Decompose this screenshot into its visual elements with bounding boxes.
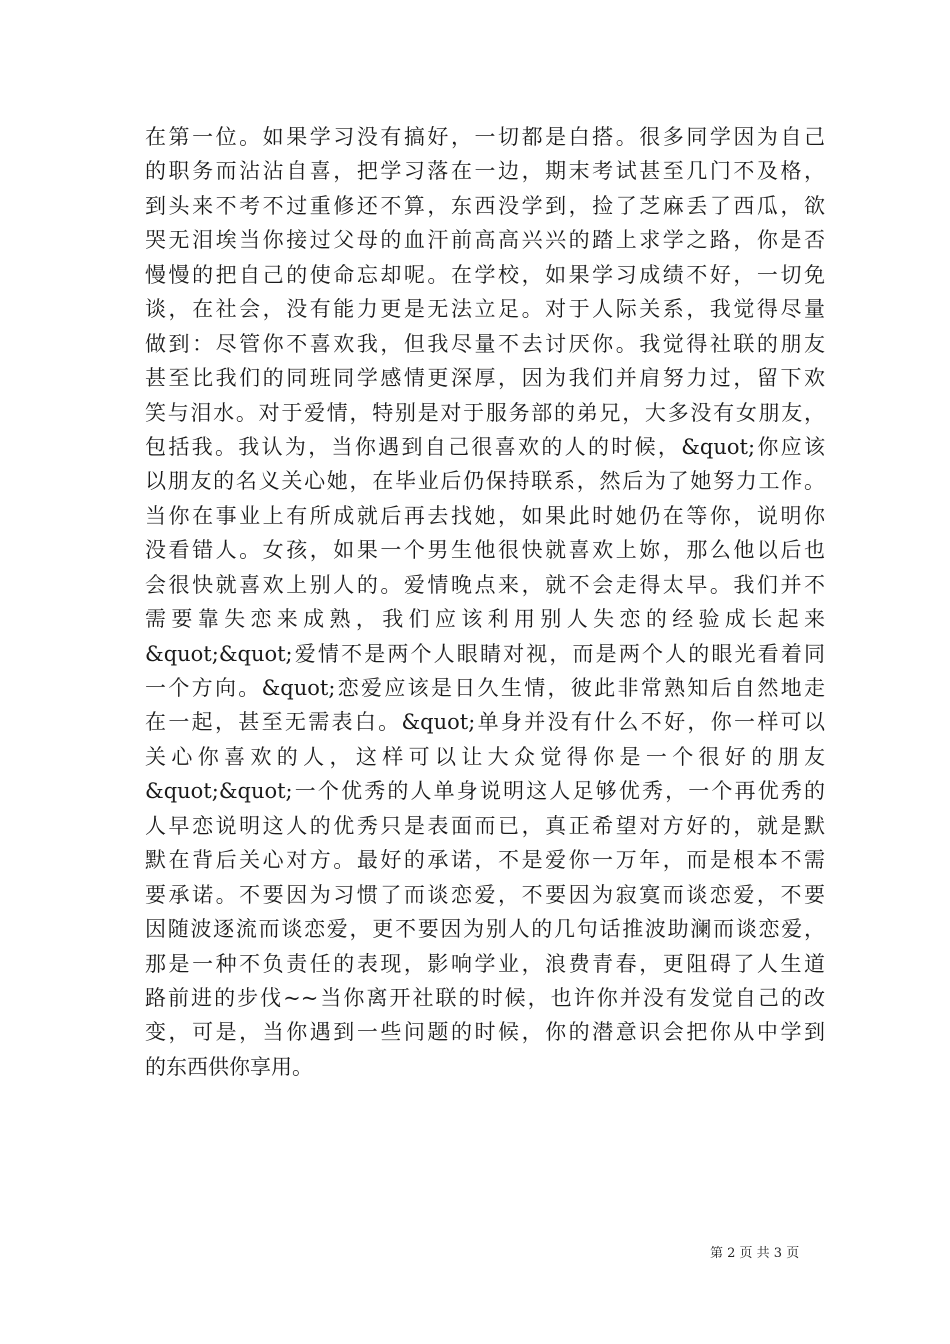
text-line: 一个方向。&quot;恋爱应该是日久生情，彼此非常熟知后自然地走 [145, 676, 825, 700]
text-line: 在一起，甚至无需表白。&quot;单身并没有什么不好，你一样可以 [145, 710, 825, 735]
text-line: 因随波逐流而谈恋爱，更不要因为别人的几句话推波助澜而谈恋爱， [145, 917, 825, 942]
text-line: 默在背后关心对方。最好的承诺，不是爱你一万年，而是根本不需 [145, 848, 825, 873]
text-line: 的职务而沾沾自喜，把学习落在一边，期末考试甚至几门不及格， [145, 159, 825, 184]
text-line: 人早恋说明这人的优秀只是表面而已，真正希望对方好的，就是默 [145, 813, 825, 838]
text-line: &quot;&quot;一个优秀的人单身说明这人足够优秀，一个再优秀的 [145, 779, 825, 804]
text-line: 做到：尽管你不喜欢我，但我尽量不去讨厌你。我觉得社联的朋友 [145, 331, 825, 356]
text-line: 要承诺。不要因为习惯了而谈恋爱，不要因为寂寞而谈恋爱，不要 [145, 882, 825, 907]
text-line: &quot;&quot;爱情不是两个人眼睛对视，而是两个人的眼光看着同 [145, 641, 825, 666]
text-line: 以朋友的名义关心她，在毕业后仍保持联系，然后为了她努力工作。 [145, 469, 825, 494]
text-line: 当你在事业上有所成就后再去找她，如果此时她仍在等你，说明你 [145, 503, 825, 528]
text-line: 谈，在社会，没有能力更是无法立足。对于人际关系，我觉得尽量 [145, 297, 825, 322]
text-line: 包括我。我认为，当你遇到自己很喜欢的人的时候，&quot;你应该 [145, 434, 825, 459]
text-line: 变，可是，当你遇到一些问题的时候，你的潜意识会把你从中学到 [145, 1020, 825, 1045]
text-line: 那是一种不负责任的表现，影响学业，浪费青春，更阻碍了人生道 [145, 951, 825, 976]
page-number: 第 2 页 共 3 页 [710, 1246, 800, 1261]
text-line: 笑与泪水。对于爱情，特别是对于服务部的弟兄，大多没有女朋友， [145, 400, 825, 425]
text-line: 哭无泪埃当你接过父母的血汗前高高兴兴的踏上求学之路，你是否 [145, 228, 825, 253]
text-line: 关心你喜欢的人，这样可以让大众觉得你是一个很好的朋友 [145, 744, 825, 769]
body-text [145, 120, 825, 1084]
text-line: 甚至比我们的同班同学感情更深厚，因为我们并肩努力过，留下欢 [145, 366, 825, 391]
text-line: 慢慢的把自己的使命忘却呢。在学校，如果学习成绩不好，一切免 [145, 262, 825, 287]
text-line: 没看错人。女孩，如果一个男生他很快就喜欢上妳，那么他以后也 [145, 538, 825, 563]
text-line: 的东西供你享用。 [145, 1054, 313, 1079]
text-line: 路前进的步伐~~当你离开社联的时候，也许你并没有发觉自己的改 [145, 985, 825, 1010]
text-line: 需要靠失恋来成熟，我们应该利用别人失恋的经验成长起来 [145, 607, 825, 632]
text-line: 在第一位。如果学习没有搞好，一切都是白搭。很多同学因为自己 [145, 125, 825, 149]
text-line: 到头来不考不过重修还不算，东西没学到，捡了芝麻丢了西瓜，欲 [145, 193, 825, 218]
text-line: 会很快就喜欢上别人的。爱情晚点来，就不会走得太早。我们并不 [145, 572, 825, 597]
